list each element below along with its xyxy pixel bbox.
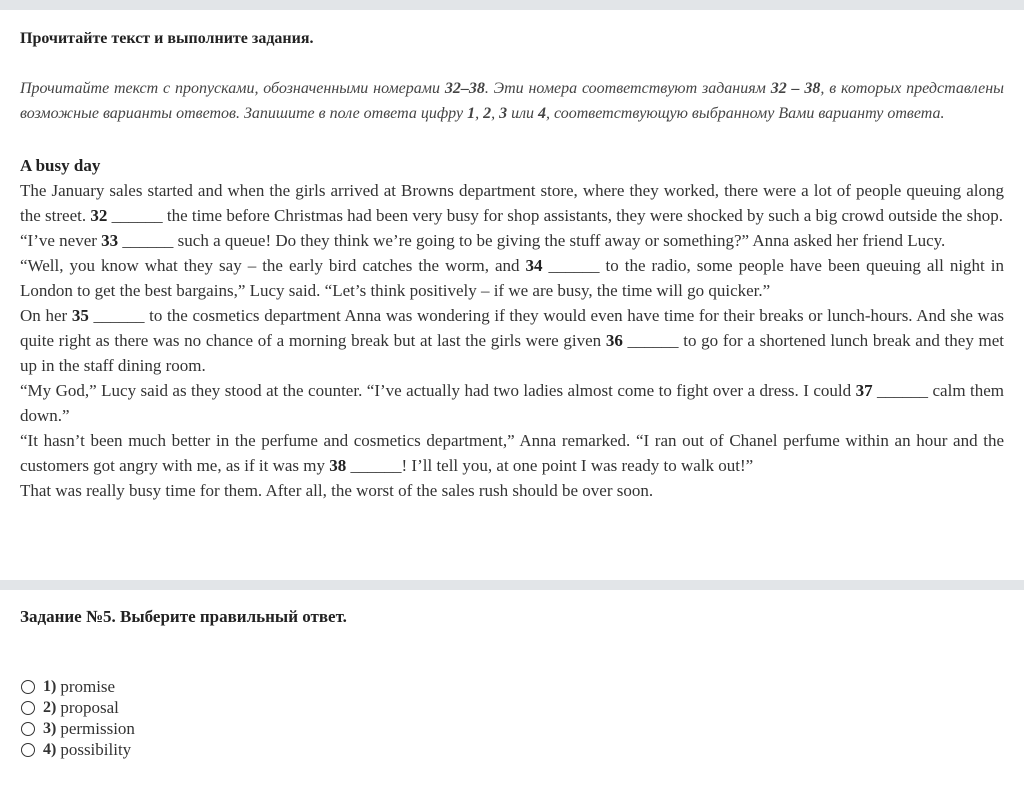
text-segment: . Эти номера соответствуют заданиям <box>484 80 771 97</box>
option-number: 2) <box>43 699 57 716</box>
story-paragraph <box>20 478 1004 503</box>
gap-number: 2 <box>483 105 492 122</box>
radio-button[interactable] <box>21 743 35 757</box>
instructions <box>20 76 1004 126</box>
text-segment: That was really busy time for them. After all, the worst of the sales rush should be over soon. <box>20 481 654 500</box>
story-body <box>20 178 1004 503</box>
radio-button[interactable] <box>21 680 35 694</box>
option-3[interactable] <box>21 718 135 739</box>
text-segment: ______! I’ll tell you, at one point I was ready to walk out!” <box>346 456 754 475</box>
story-paragraph <box>20 378 1004 428</box>
gap-number: 32 – 38 <box>770 80 821 97</box>
story-paragraph <box>20 303 1004 378</box>
text-segment: “It hasn’t been much better in the perfume and cosmetics department,” Anna remarked. “I ran out of Chanel perfume within an hour and the customers got angry with me, as if it was my <box>20 431 1004 475</box>
answer-options <box>21 676 135 760</box>
gap-number: 35 <box>71 306 89 325</box>
option-label: proposal <box>60 698 119 717</box>
task-title: Задание №5. Выберите правильный ответ. <box>20 607 347 626</box>
option-label: possibility <box>60 740 132 759</box>
option-1[interactable] <box>21 676 135 697</box>
story-paragraph <box>20 228 1004 253</box>
option-number: 4) <box>43 741 57 758</box>
section-title: Прочитайте текст и выполните задания. <box>20 30 314 47</box>
option-label: promise <box>60 677 116 696</box>
gap-number: 32 <box>90 206 108 225</box>
gap-number: 34 <box>525 256 543 275</box>
text-segment: ______ the time before Christmas had been very busy for shop assistants, they were shocked by such a big crowd outside the shop. <box>107 206 1003 225</box>
gap-number: 3 <box>499 105 508 122</box>
story-paragraph <box>20 428 1004 478</box>
gap-number: 37 <box>855 381 873 400</box>
text-segment: ______ to the radio, some people have been queuing all night in London to get the best bargains,” Lucy said. “Let’s think positively – if we are busy, the time will go quicker.” <box>20 256 1004 300</box>
gap-number: 4 <box>538 105 547 122</box>
top-divider <box>0 0 1024 10</box>
text-segment: или <box>507 105 539 122</box>
option-4[interactable] <box>21 739 135 760</box>
gap-number: 38 <box>329 456 347 475</box>
text-segment: , <box>475 105 484 122</box>
text-segment: ______ such a queue! Do they think we’re going to be giving the stuff away or something?” Anna asked her friend Lucy. <box>118 231 946 250</box>
text-segment: The January sales started and when the girls arrived at Browns department store, where they worked, there were a lot of people queuing along the street. <box>20 181 1004 225</box>
text-segment: ______ calm them down.” <box>20 381 1005 425</box>
gap-number: 36 <box>605 331 623 350</box>
text-segment: On her <box>20 306 72 325</box>
story-title: A busy day <box>20 156 101 175</box>
story <box>20 153 1004 503</box>
text-segment: ______ to go for a shortened lunch break and they met up in the staff dining room. <box>20 331 1005 375</box>
text-segment: Прочитайте текст с пропусками, обозначенными номерами <box>20 80 445 97</box>
radio-button[interactable] <box>21 722 35 736</box>
option-label: permission <box>60 719 135 738</box>
option-2[interactable] <box>21 697 135 718</box>
gap-number: 1 <box>467 105 476 122</box>
text-segment: , в которых представлены возможные варианты ответов. Запишите в поле ответа цифру <box>20 80 1005 122</box>
text-panel <box>0 10 1024 503</box>
text-segment: , соответствующую выбранному Вами варианту ответа. <box>546 105 945 122</box>
text-segment: “I’ve never <box>20 231 102 250</box>
option-number: 3) <box>43 720 57 737</box>
story-paragraph <box>20 178 1004 228</box>
text-segment: “My God,” Lucy said as they stood at the counter. “I’ve actually had two ladies almost come to fight over a dress. I could <box>20 381 856 400</box>
story-paragraph <box>20 253 1004 303</box>
option-number: 1) <box>43 678 57 695</box>
text-segment: , <box>491 105 500 122</box>
gap-number: 32–38 <box>444 80 485 97</box>
text-segment: ______ to the cosmetics department Anna was wondering if they would even have time for their breaks or lunch-hours. And she was quite right as there was no chance of a morning break but at last the girls were given <box>20 306 1004 350</box>
radio-button[interactable] <box>21 701 35 715</box>
gap-number: 33 <box>101 231 119 250</box>
section-divider <box>0 580 1024 590</box>
text-segment: “Well, you know what they say – the early bird catches the worm, and <box>20 256 526 275</box>
